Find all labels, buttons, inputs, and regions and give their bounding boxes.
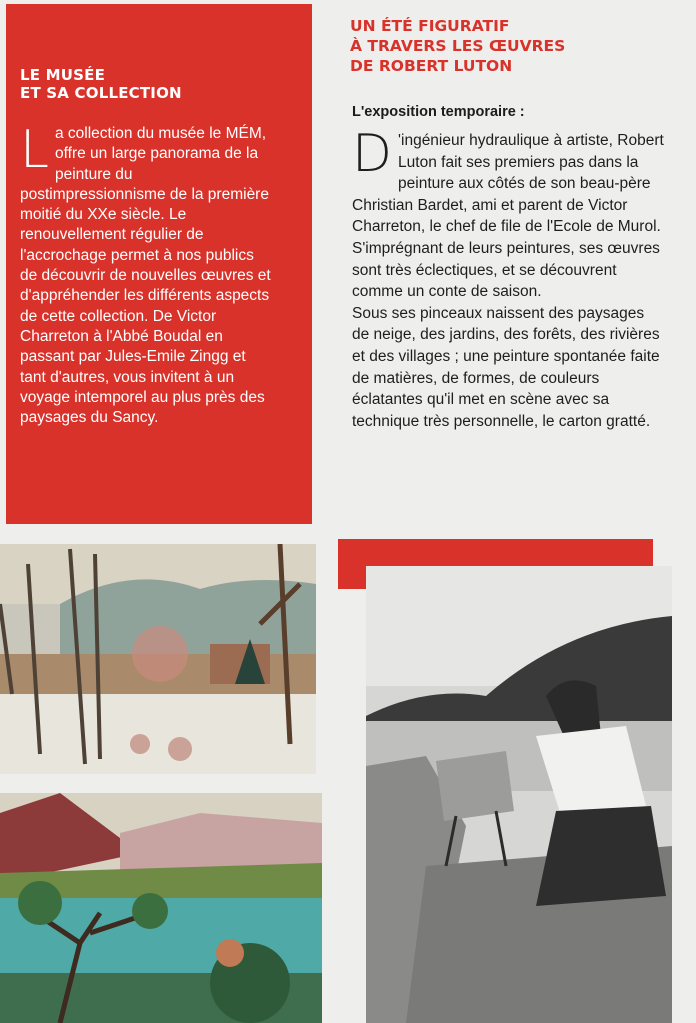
snowy-garden-painting: [0, 544, 316, 774]
panel-text: a collection du musée le MÉM, offre un large panorama de la peinture du postimpressionnisme de la première moitié du XXe siècle. Le renouvellement régulier de l'accrochage permet à nos publics de découvrir de nouvelles œuvres et d'appréhender les différents aspects de cette collection. De Victor Charreton à l'Abbé Boudal en passant par Jules-Emile Zingg et tant d'autres, vous invitent à un voyage intemporel au plus près des paysages du Sancy.: [20, 125, 271, 427]
article-title-line-3: DE ROBERT LUTON: [350, 57, 513, 75]
article-title: [350, 16, 650, 76]
article-paragraph-1-text: 'ingénieur hydraulique à artiste, Robert Luton fait ses premiers pas dans la peinture aux côtés de son beau-père Christian Bardet, ami et parent de Victor Charreton, le chef de file de l'Ecole de Murol. S'imprégnant de leurs peintures, ses œuvres sont très éclectiques, et se découvrent comme un conte de saison.: [352, 132, 664, 301]
article-paragraph-2: Sous ses pinceaux naissent des paysages de neige, des jardins, des forêts, des rivières et des villages ; une peinture spontanée faite de matières, de formes, de couleurs éclatantes qu'il met en scène avec sa technique très personnelle, le carton gratté.: [352, 304, 660, 430]
panel-body-text: [20, 120, 275, 428]
article-title-line-1: UN ÉTÉ FIGURATIF: [350, 17, 510, 35]
panel-dropcap: L: [20, 120, 49, 180]
panel-title-line-1: LE MUSÉE: [20, 66, 106, 84]
artist-photo: [366, 566, 672, 1023]
article-subtitle: L'exposition temporaire :: [352, 104, 525, 120]
museum-collection-panel: [6, 4, 312, 524]
panel-title: [20, 66, 300, 102]
article-dropcap: D: [352, 124, 393, 184]
article-title-line-2: À TRAVERS LES ŒUVRES: [350, 37, 566, 55]
mountain-lake-painting: [0, 793, 322, 1023]
article-body: [352, 124, 664, 432]
article-paragraph-1: [352, 124, 664, 303]
panel-title-line-2: ET SA COLLECTION: [20, 84, 182, 102]
